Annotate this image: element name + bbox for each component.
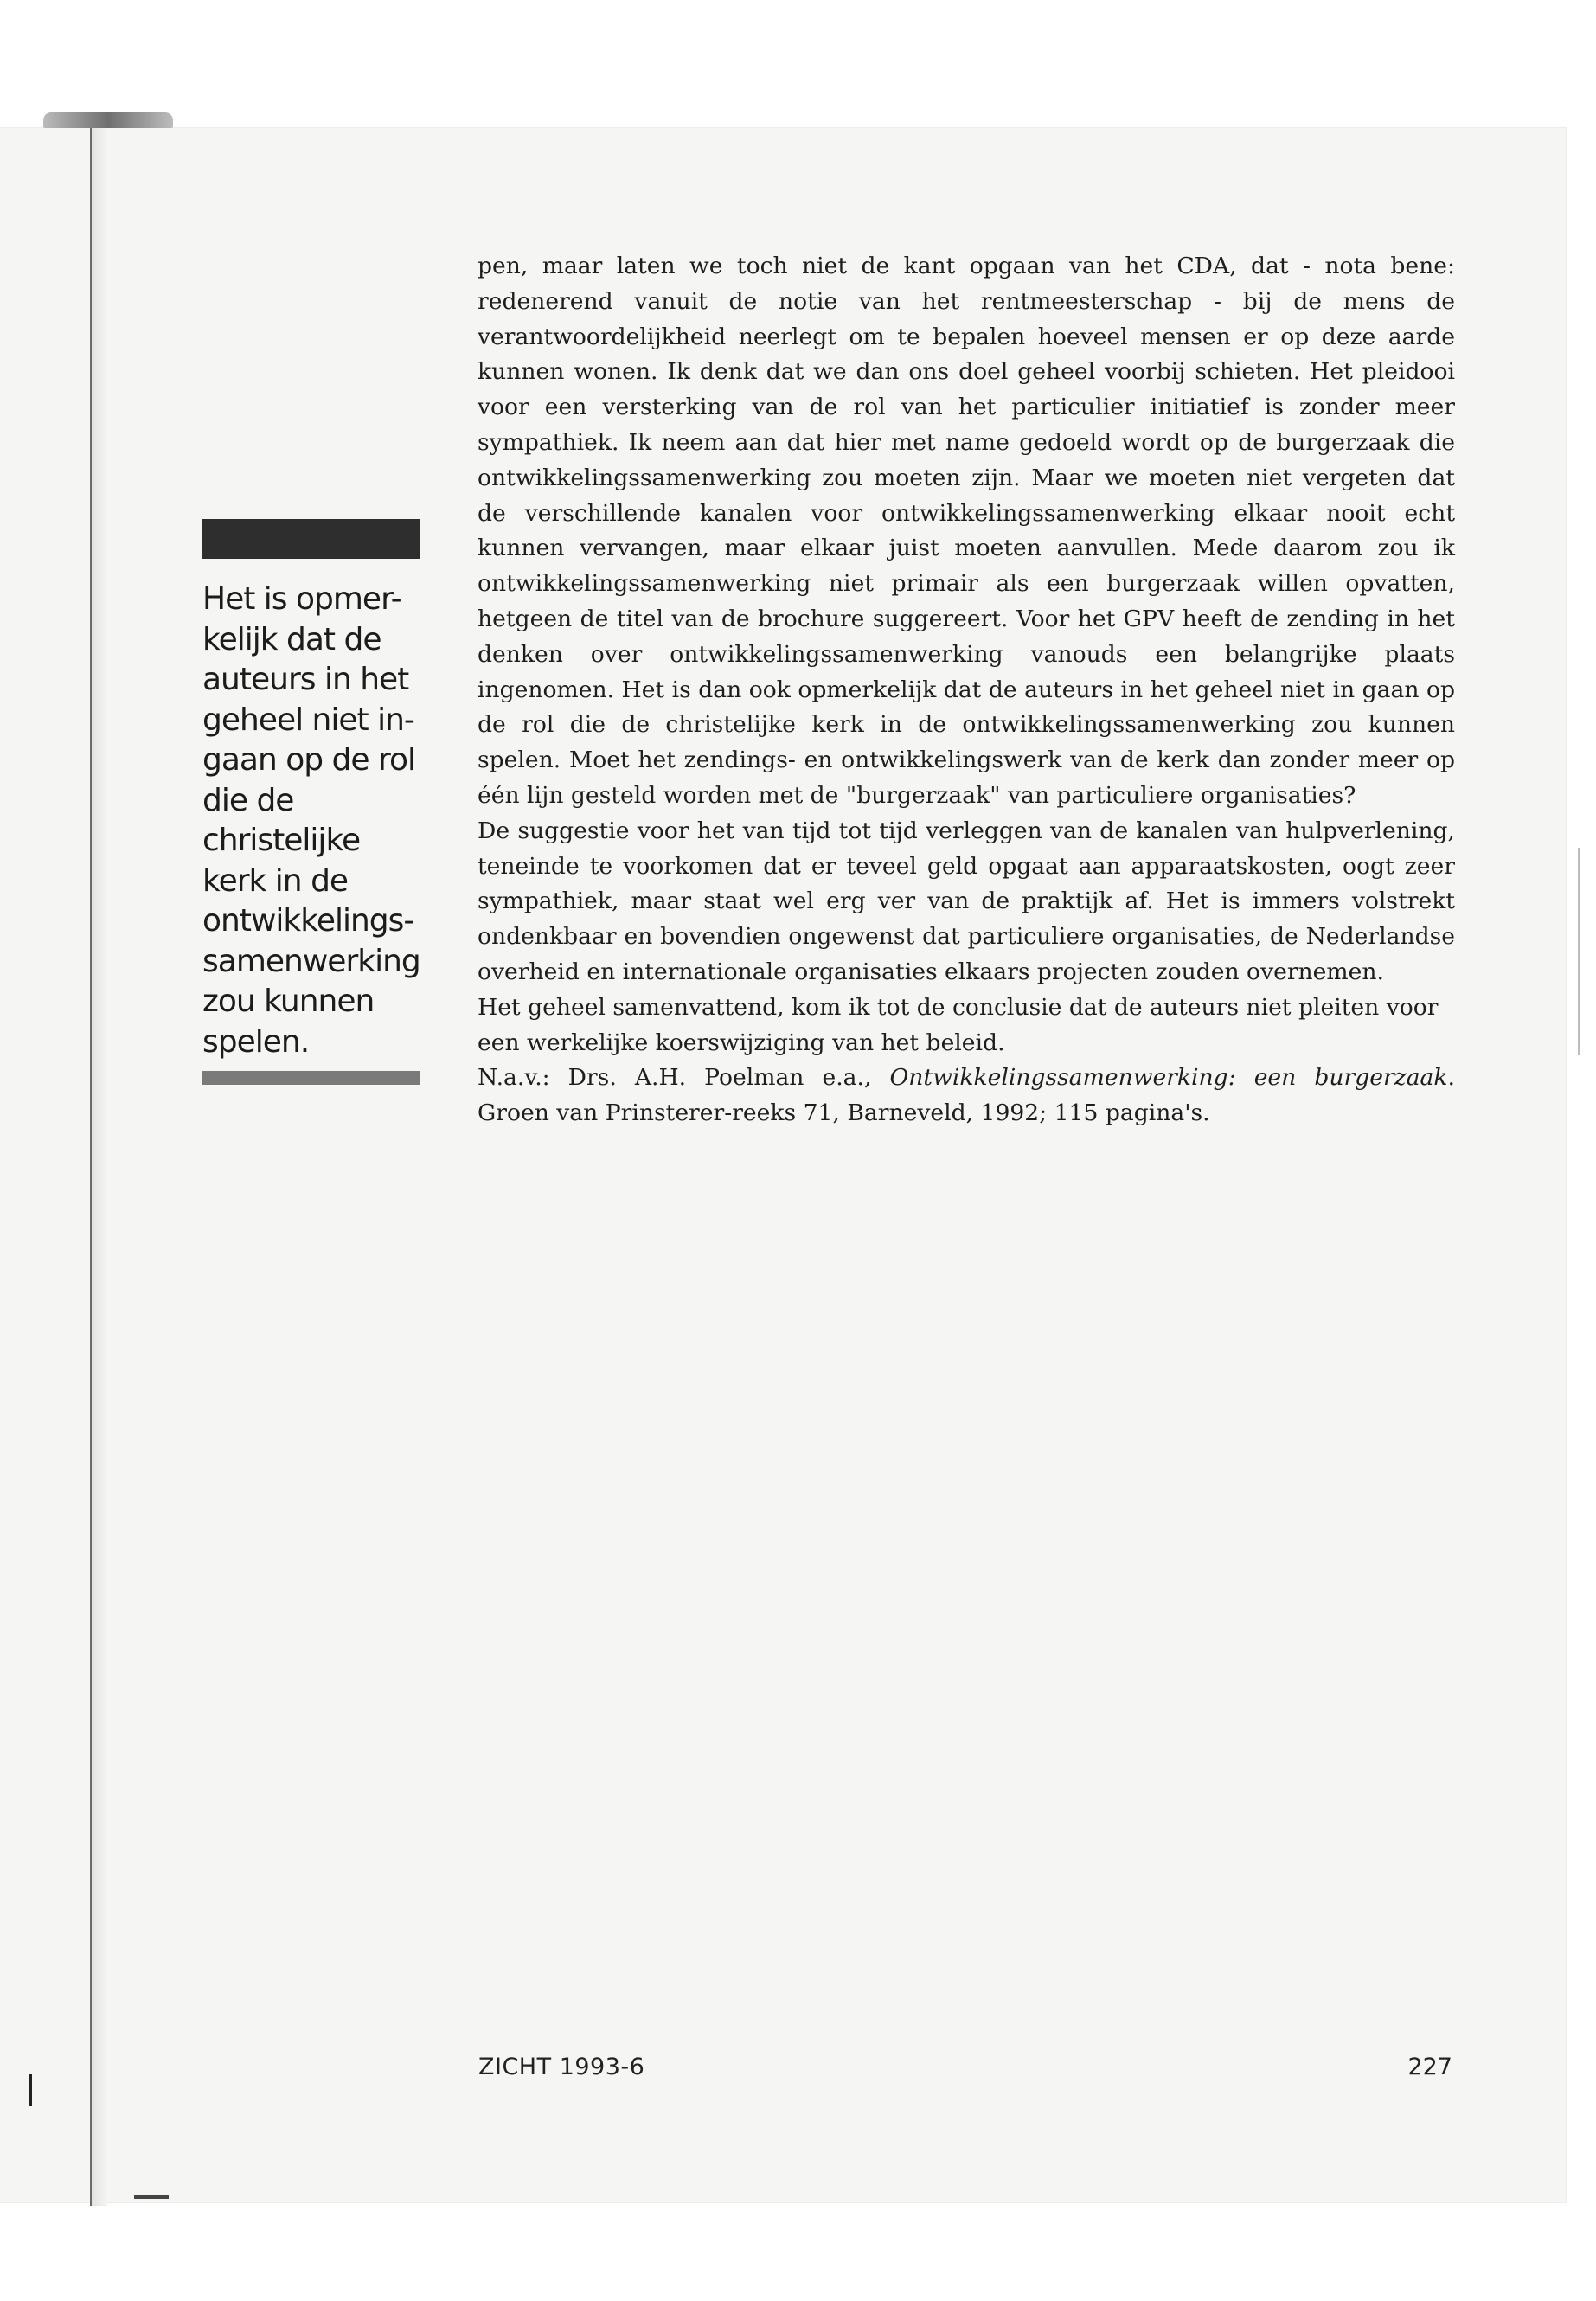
pull-quote [202, 519, 420, 1085]
pull-quote-text: Het is opmer- kelijk dat de auteurs in het geheel niet in- gaan op de rol die de christelijke kerk in de ontwikkelings- samenwerking zou kunnen spelen. [202, 581, 420, 1060]
binding-foot [134, 2195, 169, 2199]
margin-mark [29, 2074, 32, 2106]
pull-quote-top-bar [202, 519, 420, 559]
binding-cap [43, 112, 173, 128]
pull-quote-bottom-bar [202, 1071, 420, 1085]
journal-name: ZICHT 1993-6 [478, 2054, 645, 2080]
reference-title: Ontwikkelingssamenwerking: een burgerzaak [889, 1064, 1448, 1092]
paragraph: Het geheel samenvattend, kom ik tot de conclusie dat de auteurs niet pleiten voor een werkelijke koerswijziging van het beleid. [478, 993, 1439, 1056]
paragraph: pen, maar laten we toch niet de kant opgaan van het CDA, dat - nota bene: redenerend vanuit de notie van het rentmeesterschap - bij de mens de verantwoordelijkheid neerlegt om te bepalen hoeveel mensen er op deze aarde kunnen wonen. Ik denk dat we dan ons doel geheel voorbij schieten. Het pleidooi voor een versterking van de rol van het particulier initiatief is zonder meer sympathiek. Ik neem aan dat hier met name gedoeld wordt op de burgerzaak die ontwikkelingssamenwerking zou moeten zijn. Maar we moeten niet vergeten dat de verschillende kanalen voor ontwikkelingssamenwerking elkaar nooit echt kunnen vervangen, maar elkaar juist moeten aanvullen. Mede daarom zou ik ontwikkelingssamenwerking niet primair als een burgerzaak willen opvatten, hetgeen de titel van de brochure suggereert. Voor het GPV heeft de zending in het denken over ontwikkelingssamenwerking vanouds een belangrijke plaats ingenomen. Het is dan ook opmerkelijk dat de auteurs in het geheel niet in gaan op de rol die de christelijke kerk in de ontwikkelingssamenwerking zou kunnen spelen. Moet het zendings- en ontwikkelingswerk van de kerk dan zonder meer op één lijn gesteld worden met de "burgerzaak" van particuliere organisaties? [478, 253, 1455, 809]
page-binding [90, 121, 107, 2206]
book-reference [478, 1061, 1455, 1131]
article-body [478, 249, 1455, 1131]
reference-suffix: . Groen van Prinsterer-reeks 71, Barneveld, 1992; 115 pagina's. [478, 1064, 1455, 1127]
page-number: 227 [1407, 2054, 1452, 2080]
paragraph: De suggestie voor het van tijd tot tijd verleggen van de kanalen van hulpverlening, teneinde te voorkomen dat er teveel geld opgaat aan apparaatskosten, oogt zeer sympathiek, maar staat wel erg ver van de praktijk af. Het is immers volstrekt ondenkbaar en bovendien ongewenst dat particuliere organisaties, de Nederlandse overheid en internationale organisaties elkaars projecten zouden overnemen. [478, 817, 1455, 985]
page-edge-mark [1578, 848, 1580, 1055]
reference-prefix: N.a.v.: Drs. A.H. Poelman e.a., [478, 1064, 890, 1092]
